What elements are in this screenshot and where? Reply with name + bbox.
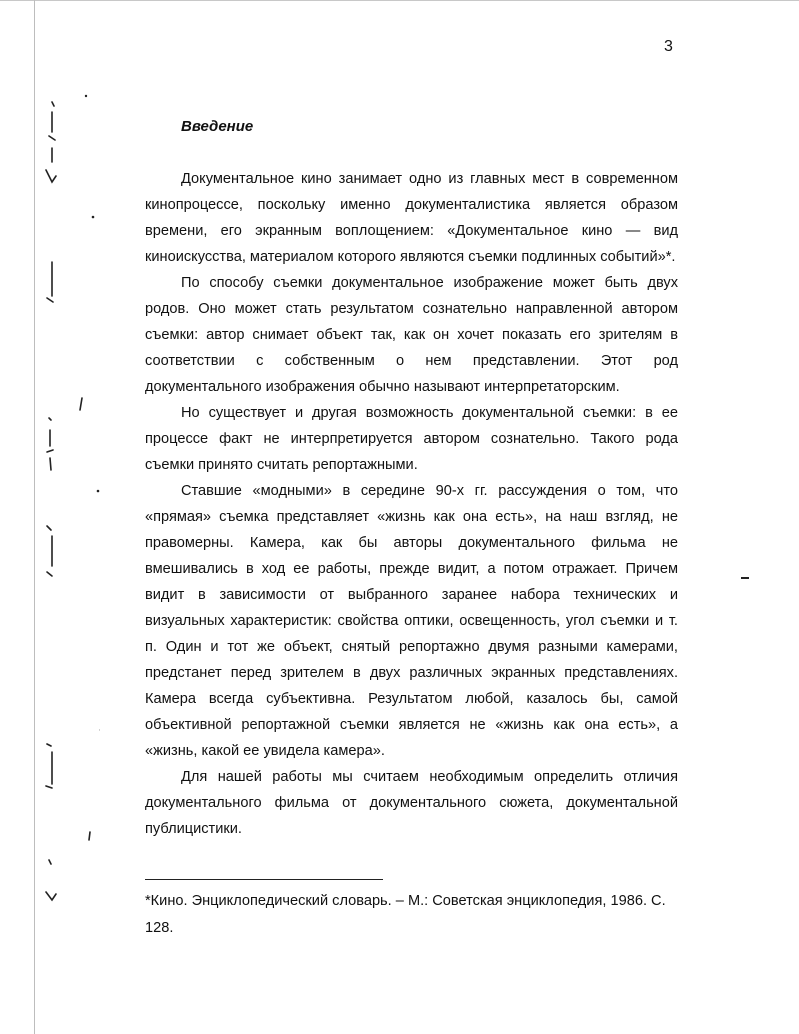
footnote: *Кино. Энциклопедический словарь. – М.: Советская энциклопедия, 1986. С. 128. [145,893,666,936]
page-number: 3 [664,38,673,55]
paragraph: Ставшие «модными» в середине 90-х гг. рассуждения о том, что «прямая» съемка представляет «жизнь как она есть», на наш взгляд, не правомерны. Камера, как бы авторы документального фильма не вмешивались в ход ее работы, прежде видит, а потом отражает. Причем видит в зависимости от выбранного заранее набора технических и визуальных характеристик: свойства оптики, освещенность, угол съемки и т. п. Один и тот же объект, снятый репортажно двумя разными камерами, предстанет перед зрителем в двух различных экранных представлениях. Камера всегда субъективна. Результатом любой, казалось бы, самой объективной репортажной съемки является не «жизнь как она есть», а «жизнь, какой ее увидела камера». [145,483,678,759]
section-heading: Введение [181,118,254,135]
scan-margin-marks [0,0,100,1034]
paragraph: Для нашей работы мы считаем необходимым определить отличия документального фильма от документального сюжета, документальной публицистики. [145,769,678,837]
paragraph: Но существует и другая возможность документальной съемки: в ее процессе факт не интерпретируется автором сознательно. Такого рода съемки принято считать репортажными. [145,405,678,473]
paragraph: По способу съемки документальное изображение может быть двух родов. Оно может стать результатом сознательно направленной автором съемки: автор снимает объект так, как он хочет показать его зрителям в соответствии с собственным о нем представлении. Этот род документального изображения обычно называют интерпретаторским. [145,275,678,395]
body-text [145,166,678,842]
scan-top-edge [0,0,799,1]
footnote-separator [145,879,383,880]
paragraph: Документальное кино занимает одно из главных мест в современном кинопроцессе, поскольку именно документалистика является образом времени, его экранным воплощением: «Документальное кино — вид киноискусства, материалом которого являются съемки подлинных событий»*. [145,171,678,265]
scan-dash-mark [741,577,749,579]
